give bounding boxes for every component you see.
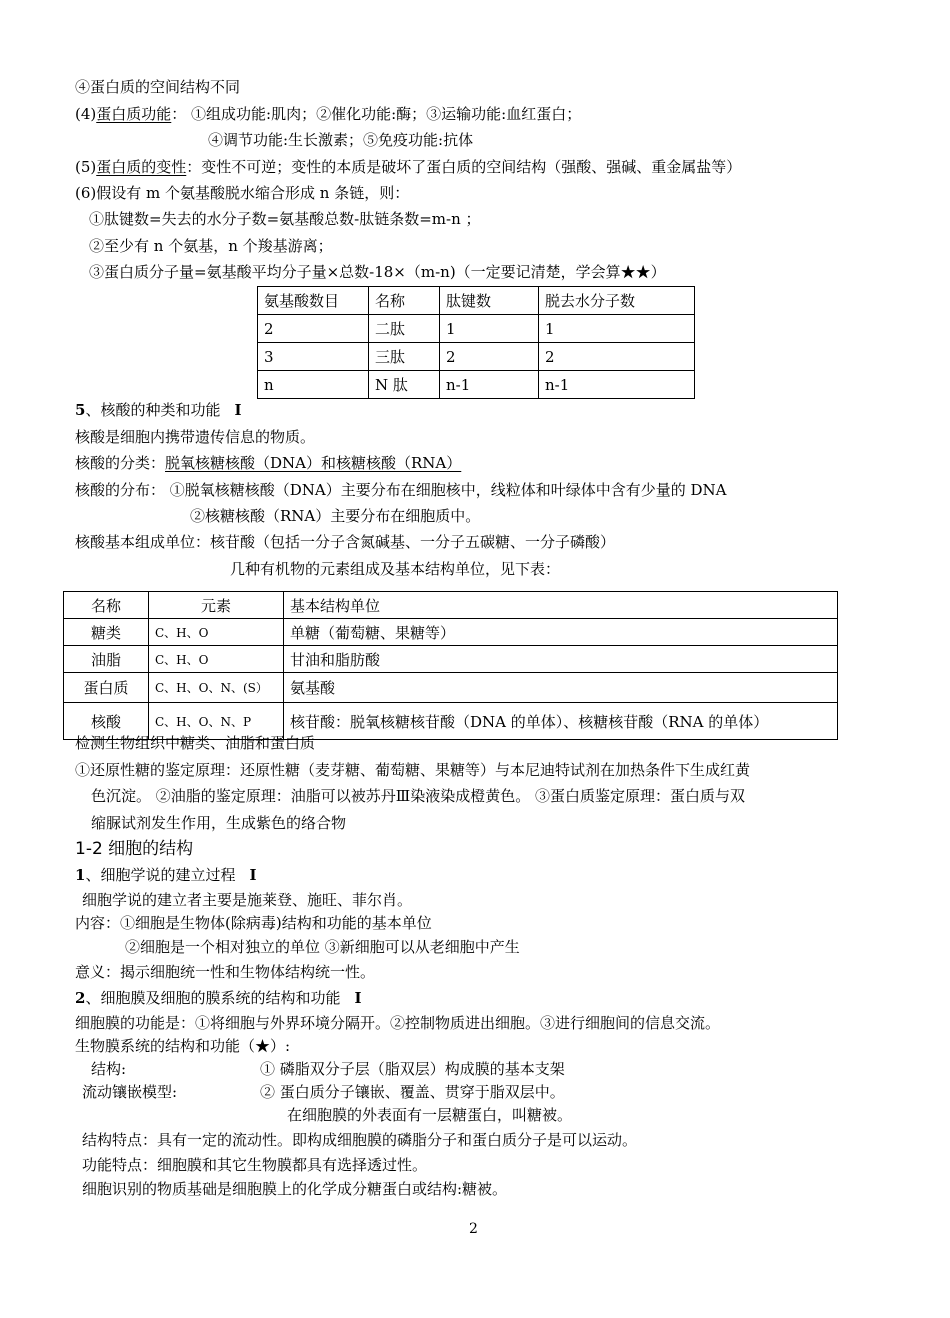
nucleic-acid-def: 核酸是细胞内携带遗传信息的物质。 [75, 428, 316, 446]
table-row [64, 619, 838, 646]
table-cell: 甘油和脂肪酸 [284, 646, 838, 673]
table-header-row [64, 592, 838, 619]
table-row [258, 343, 695, 371]
table-cell: N 肽 [369, 371, 440, 399]
line-protein-structure-4: ④蛋白质的空间结构不同 [75, 78, 241, 96]
nucleic-acid-distribution: 核酸的分布： ①脱氧核糖核酸（DNA）主要分布在细胞核中，线粒体和叶绿体中含有少量的 DNA [75, 481, 727, 499]
cell-theory-content-1: 内容：①细胞是生物体(除病毒)结构和功能的基本单位 [75, 914, 432, 932]
table-cell: 2 [258, 315, 369, 343]
header-cell: 名称 [64, 592, 149, 619]
page-number: 2 [469, 1221, 478, 1237]
line-peptide-bonds: ①肽键数=失去的水分子数=氨基酸总数-肽链条数=m-n ； [89, 210, 481, 228]
structure-item-2: ② 蛋白质分子镶嵌、覆盖、贯穿于脂双层中。 [260, 1083, 565, 1101]
nucleic-acid-classification [75, 453, 461, 473]
section-2-heading [75, 988, 361, 1008]
table-cell: 单糖（葡萄糖、果糖等） [284, 619, 838, 646]
table-cell: n-1 [440, 371, 539, 399]
table-row [64, 646, 838, 673]
level-badge: I [354, 989, 362, 1007]
line-protein-denaturation [75, 157, 741, 177]
table-cell: 核苷酸：脱氧核糖核苷酸（DNA 的单体）、核糖核苷酸（RNA 的单体） [284, 703, 838, 740]
label-protein-function: 蛋白质功能 [96, 105, 172, 123]
section-1-heading [75, 865, 256, 885]
section-title: 、细胞学说的建立过程 [85, 866, 236, 884]
nucleic-acid-distribution-2: ②核糖核酸（RNA）主要分布在细胞质中。 [190, 507, 481, 525]
table-cell: C、H、O [149, 646, 284, 673]
function-feature: 功能特点：细胞膜和其它生物膜都具有选择透过性。 [82, 1156, 428, 1174]
structure-feature: 结构特点：具有一定的流动性。即构成细胞膜的磷脂分子和蛋白质分子是可以运动。 [82, 1131, 638, 1149]
detection-title: 检测生物组织中糖类、油脂和蛋白质 [75, 734, 316, 752]
table-cell: 1 [440, 315, 539, 343]
detection-line-2: 色沉淀。 ②油脂的鉴定原理：油脂可以被苏丹Ⅲ染液染成橙黄色。 ③蛋白质鉴定原理：蛋白质与双 [91, 787, 746, 805]
table-cell: 三肽 [369, 343, 440, 371]
section-number: 2 [75, 989, 86, 1007]
structure-label: 结构: [91, 1060, 127, 1078]
detection-line-1: ①还原性糖的鉴定原理：还原性糖（麦芽糖、葡萄糖、果糖等）与本尼迪特试剂在加热条件下生成红黄 [75, 761, 751, 779]
cell-theory-founders: 细胞学说的建立者主要是施莱登、施旺、菲尔肖。 [82, 891, 413, 909]
section-5-heading [75, 400, 241, 420]
table-cell: 2 [440, 343, 539, 371]
header-cell: 名称 [369, 287, 440, 315]
table-cell: 氨基酸 [284, 673, 838, 703]
level-badge: I [249, 866, 257, 884]
header-cell: 元素 [149, 592, 284, 619]
label-num: (4) [75, 105, 97, 123]
table-cell: 3 [258, 343, 369, 371]
membrane-function: 细胞膜的功能是：①将细胞与外界环境分隔开。②控制物质进出细胞。③进行细胞间的信息交流。 [75, 1014, 721, 1032]
level-badge: I [234, 401, 242, 419]
nucleic-acid-unit: 核酸基本组成单位：核苷酸（包括一分子含氮碱基、一分子五碳糖、一分子磷酸） [75, 533, 616, 551]
section-title: 、核酸的种类和功能 [85, 401, 221, 419]
glycocalyx-text: 在细胞膜的外表面有一层糖蛋白，叫糖被。 [287, 1106, 573, 1124]
section-number: 1 [75, 866, 86, 884]
line-assumption: (6)假设有 m 个氨基酸脱水缩合形成 n 条链，则： [75, 184, 410, 202]
header-cell: 氨基酸数目 [258, 287, 369, 315]
table-cell: C、H、O [149, 619, 284, 646]
table-header-row [258, 287, 695, 315]
label-num: (5) [75, 158, 97, 176]
table-row [64, 673, 838, 703]
label-denaturation: 蛋白质的变性 [96, 158, 187, 176]
chapter-title: 1-2 细胞的结构 [75, 839, 194, 859]
line-protein-function [75, 104, 581, 124]
membrane-system-title: 生物膜系统的结构和功能（★）: [75, 1037, 291, 1055]
table-cell: 蛋白质 [64, 673, 149, 703]
table-cell: 核酸 [64, 703, 149, 740]
table-cell: 糖类 [64, 619, 149, 646]
line-molecular-weight: ③蛋白质分子量=氨基酸平均分子量×总数-18×（m-n)（一定要记清楚，学会算★★） [89, 263, 666, 281]
detection-line-3: 缩脲试剂发生作用，生成紫色的络合物 [91, 814, 347, 832]
table-caption: 几种有机物的元素组成及基本结构单位，见下表： [230, 560, 561, 578]
protein-function-list: ： ①组成功能:肌肉；②催化功能:酶；③运输功能:血红蛋白； [171, 105, 582, 123]
table-row [258, 315, 695, 343]
table-cell: 2 [539, 343, 695, 371]
line-protein-function-2: ④调节功能:生长激素；⑤免疫功能:抗体 [208, 131, 474, 149]
structure-item-1: ① 磷脂双分子层（脂双层）构成膜的基本支架 [260, 1060, 565, 1078]
table-cell: 二肽 [369, 315, 440, 343]
organic-compounds-table [63, 591, 838, 740]
table-cell: n [258, 371, 369, 399]
table-row [258, 371, 695, 399]
cell-theory-content-2: ②细胞是一个相对独立的单位 ③新细胞可以从老细胞中产生 [125, 938, 520, 956]
table-cell: C、H、O、N、(S） [149, 673, 284, 703]
section-title: 、细胞膜及细胞的膜系统的结构和功能 [85, 989, 341, 1007]
peptide-table [257, 286, 695, 399]
cell-recognition: 细胞识别的物质基础是细胞膜上的化学成分糖蛋白或结构:糖被。 [82, 1180, 508, 1198]
classification-value: 脱氧核糖核酸（DNA）和核糖核酸（RNA） [165, 454, 462, 472]
label: 核酸的分类： [75, 454, 166, 472]
table-cell: C、H、O、N、P [149, 703, 284, 740]
fluid-mosaic-label: 流动镶嵌模型: [82, 1083, 178, 1101]
section-number: 5 [75, 401, 86, 419]
table-cell: 1 [539, 315, 695, 343]
header-cell: 肽键数 [440, 287, 539, 315]
table-cell: 油脂 [64, 646, 149, 673]
table-cell: n-1 [539, 371, 695, 399]
denaturation-text: ：变性不可逆；变性的本质是破坏了蛋白质的空间结构（强酸、强碱、重金属盐等） [186, 158, 742, 176]
line-amino-groups: ②至少有 n 个氨基，n 个羧基游离； [89, 237, 333, 255]
header-cell: 脱去水分子数 [539, 287, 695, 315]
header-cell: 基本结构单位 [284, 592, 838, 619]
cell-theory-significance: 意义：揭示细胞统一性和生物体结构统一性。 [75, 963, 376, 981]
